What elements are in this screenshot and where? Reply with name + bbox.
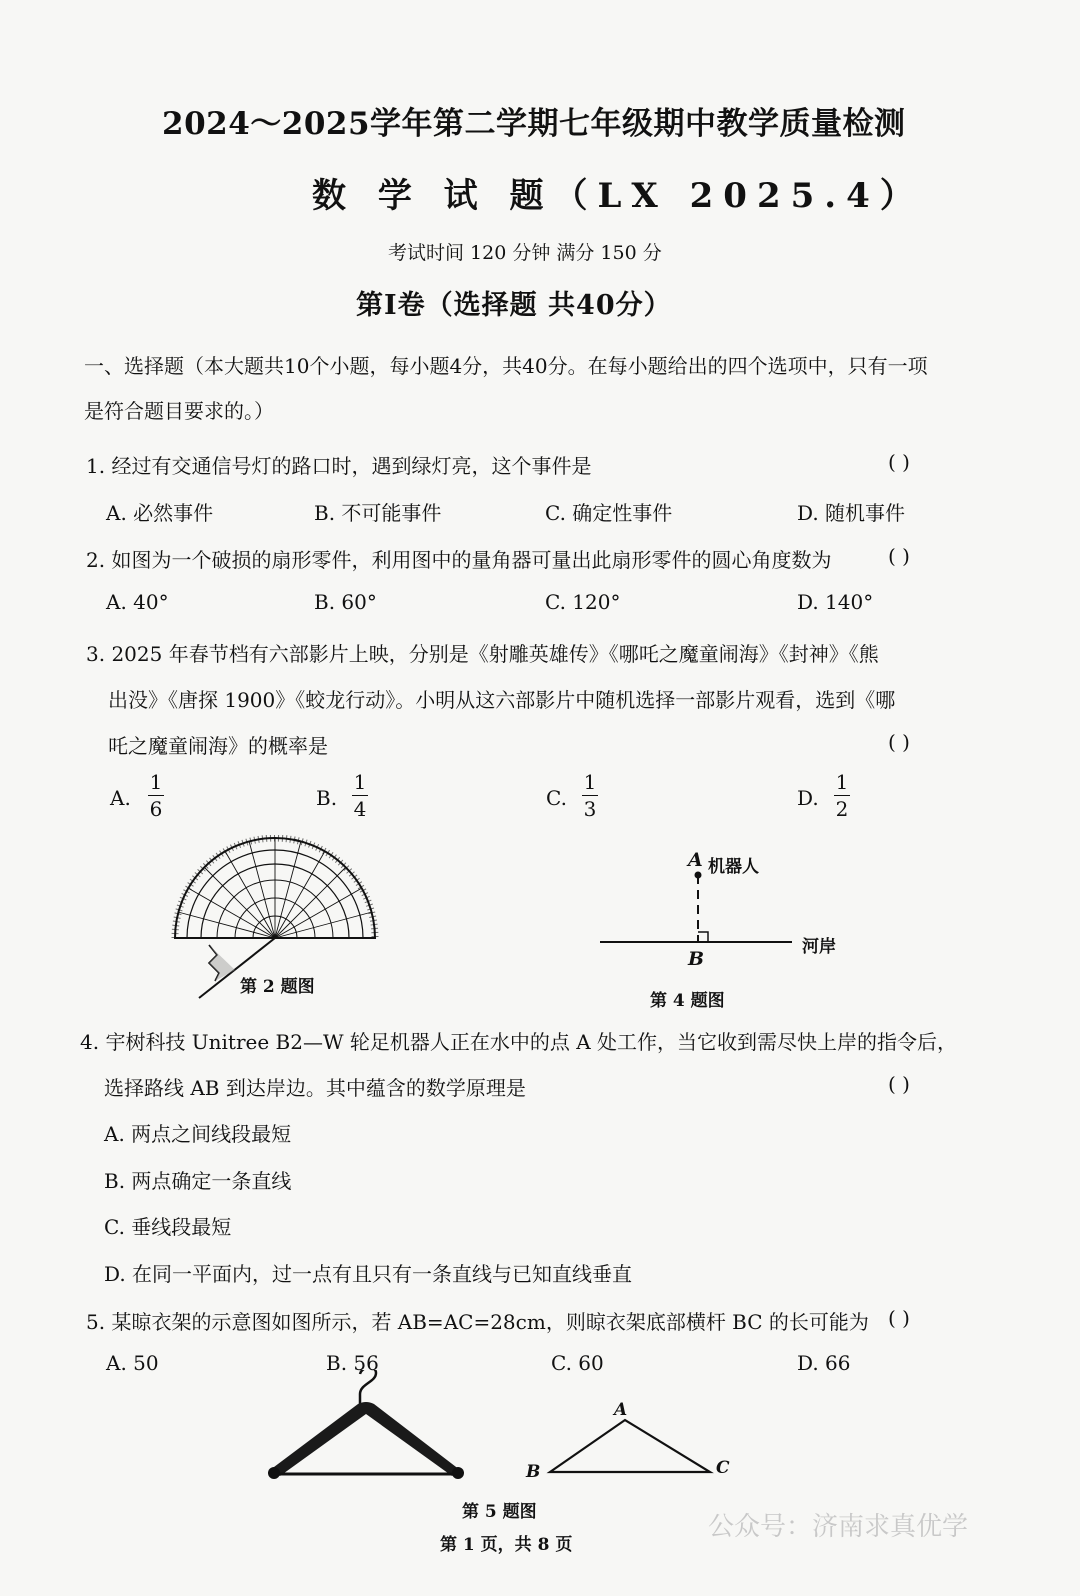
q1-answer-bracket: ( )	[888, 450, 910, 474]
figure-5-hanger-picture	[262, 1370, 472, 1485]
denominator: 3	[583, 797, 597, 821]
fig5-label-b: B	[526, 1462, 541, 1482]
q3-option-b-fraction	[352, 770, 368, 821]
instructions-line-1: 一、选择题（本大题共10个小题，每小题4分，共40分。在每小题给出的四个选项中，只有一项	[84, 354, 928, 378]
q3-line-1: 3. 2025 年春节档有六部影片上映，分别是《射雕英雄传》《哪吒之魔童闹海》《封神》《熊	[86, 642, 879, 666]
q4-answer-bracket: ( )	[888, 1072, 910, 1096]
exam-meta: 考试时间 120 分钟 满分 150 分	[388, 242, 662, 264]
fig4-label-a: A	[688, 849, 703, 871]
q4-line-2: 选择路线 AB 到达岸边。其中蕴含的数学原理是	[104, 1076, 526, 1100]
q3-option-c-label: C.	[546, 786, 567, 810]
q3-option-b-label: B.	[316, 786, 338, 810]
q2-option-b: B. 60°	[314, 590, 377, 614]
q1-option-d: D. 随机事件	[797, 501, 906, 525]
q4-option-c: C. 垂线段最短	[104, 1215, 232, 1239]
hanger-body	[270, 1402, 460, 1476]
q3-option-d-label: D.	[797, 786, 819, 810]
page-number: 第 1 页，共 8 页	[440, 1535, 573, 1555]
fig5-label-c: C	[716, 1458, 730, 1478]
q2-option-a: A. 40°	[106, 590, 169, 614]
figure-2-caption: 第 2 题图	[240, 977, 315, 997]
q3-line-3: 吒之魔童闹海》的概率是	[108, 734, 328, 758]
q3-option-d-fraction	[834, 770, 850, 821]
denominator: 6	[149, 797, 163, 821]
q5-option-d: D. 66	[797, 1351, 851, 1375]
q5-option-c: C. 60	[551, 1351, 604, 1375]
q5-stem: 5. 某晾衣架的示意图如图所示，若 AB=AC=28cm，则晾衣架底部横杆 BC 的长可能为	[86, 1310, 869, 1334]
numerator: 1	[353, 770, 367, 794]
q3-answer-bracket: ( )	[888, 730, 910, 754]
exam-subtitle: 数 学 试 题（LX 2025.4）	[312, 176, 924, 216]
q3-option-c-fraction	[582, 770, 598, 821]
watermark: 公众号：济南求真优学	[708, 1512, 969, 1542]
q2-option-c: C. 120°	[545, 590, 621, 614]
fig4-label-b: B	[688, 948, 705, 970]
q3-option-a-fraction	[148, 770, 164, 821]
fig5-label-a: A	[614, 1400, 628, 1420]
q4-option-a: A. 两点之间线段最短	[104, 1122, 292, 1146]
q1-option-b: B. 不可能事件	[314, 501, 442, 525]
q4-option-b: B. 两点确定一条直线	[104, 1169, 292, 1193]
section-title: 第Ⅰ卷（选择题 共40分）	[356, 290, 672, 321]
numerator: 1	[835, 770, 849, 794]
q2-answer-bracket: ( )	[888, 544, 910, 568]
hanger-hook	[360, 1370, 376, 1406]
q5-option-a: A. 50	[106, 1351, 159, 1375]
instructions-line-2: 是符合题目要求的。）	[84, 399, 274, 423]
right-angle-mark	[698, 932, 708, 942]
q1-option-a: A. 必然事件	[106, 501, 214, 525]
q4-option-d: D. 在同一平面内，过一点有且只有一条直线与已知直线垂直	[104, 1262, 633, 1286]
q1-stem: 1. 经过有交通信号灯的路口时，遇到绿灯亮，这个事件是	[86, 454, 592, 478]
q2-option-d: D. 140°	[797, 590, 874, 614]
exam-title: 2024～2025学年第二学期七年级期中教学质量检测	[162, 106, 906, 142]
q2-stem: 2. 如图为一个破损的扇形零件，利用图中的量角器可量出此扇形零件的圆心角度数为	[86, 548, 832, 572]
denominator: 2	[835, 797, 849, 821]
q5-answer-bracket: ( )	[888, 1306, 910, 1330]
q4-line-1: 4. 宇树科技 Unitree B2—W 轮足机器人正在水中的点 A 处工作，当它收到需尽快上岸的指令后，	[80, 1030, 958, 1054]
figure-5-caption: 第 5 题图	[462, 1502, 537, 1522]
figure-4-caption: 第 4 题图	[650, 991, 725, 1011]
q5-option-b: B. 56	[326, 1351, 379, 1375]
fig4-label-shore: 河岸	[802, 937, 836, 957]
q3-line-2: 出没》《唐探 1900》《蛟龙行动》。小明从这六部影片中随机选择一部影片观看，选到《哪	[108, 688, 896, 712]
q1-option-c: C. 确定性事件	[545, 501, 673, 525]
q3-option-a-label: A.	[110, 786, 131, 810]
numerator: 1	[149, 770, 163, 794]
numerator: 1	[583, 770, 597, 794]
figure-5-triangle	[540, 1410, 720, 1480]
denominator: 4	[353, 797, 367, 821]
point-a-dot	[695, 872, 702, 879]
fig4-label-robot: 机器人	[708, 857, 759, 877]
